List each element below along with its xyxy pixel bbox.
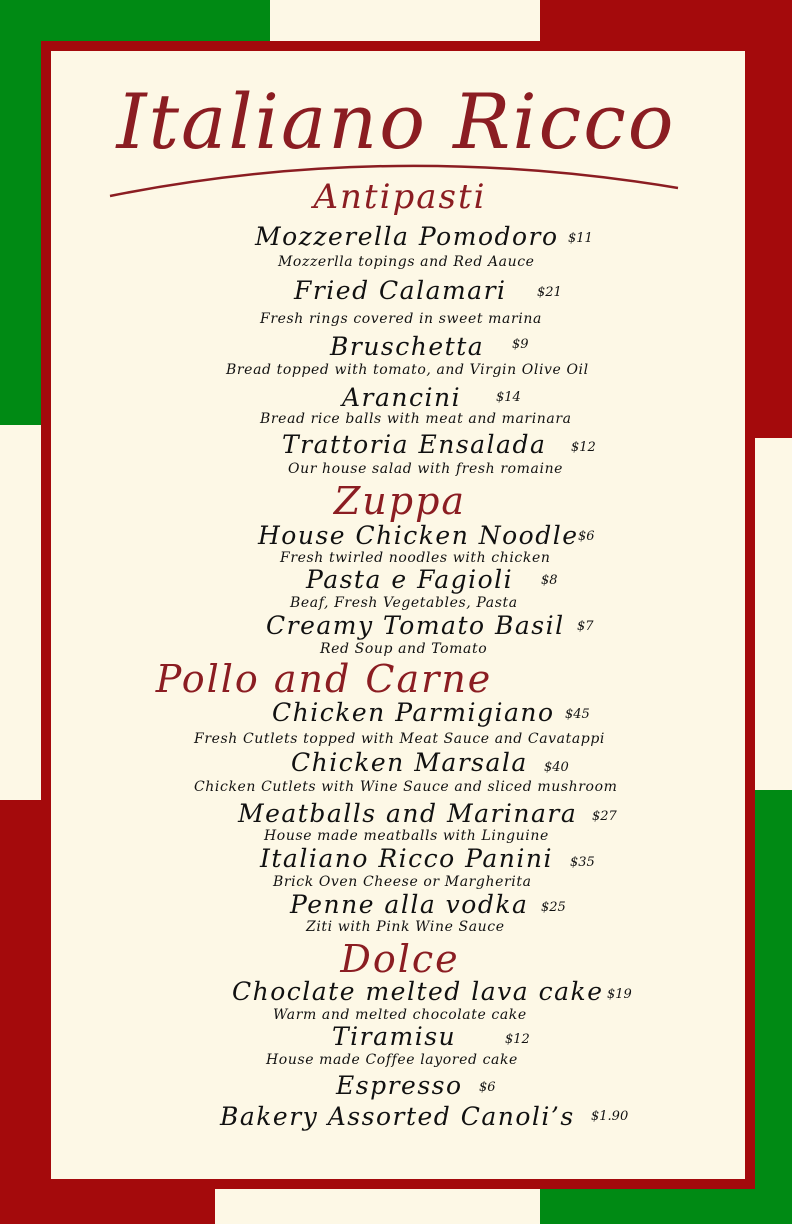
menu-item-name: Creamy Tomato Basil [266,611,565,640]
menu-item-price: $21 [537,285,562,300]
menu-item-description: Brick Oven Cheese or Margherita [273,874,532,890]
menu-item-price: $9 [512,337,529,352]
menu-item-name: Arancini [342,383,462,412]
menu-item-name: Pasta e Fagioli [306,565,514,594]
menu-item-price: $1.90 [591,1109,629,1124]
menu-item-price: $12 [505,1032,530,1047]
menu-item-price: $25 [541,900,566,915]
menu-item-description: Bread rice balls with meat and marinara [260,411,572,427]
menu-item-description: Ziti with Pink Wine Sauce [306,919,505,935]
menu-item-name: Penne alla vodka [290,890,529,919]
menu-title: Italiano Ricco [116,77,676,166]
menu-item-price: $14 [496,390,521,405]
menu-item-description: Warm and melted chocolate cake [273,1007,527,1023]
menu-item-description: Beaf, Fresh Vegetables, Pasta [290,595,518,611]
menu-item-description: Red Soup and Tomato [320,641,488,657]
menu-item-description: Fresh rings covered in sweet marina [260,311,542,327]
menu-item-description: Fresh Cutlets topped with Meat Sauce and Cavatappi [194,731,605,747]
menu-item-description: House made meatballs with Linguine [264,828,549,844]
menu-item-name: House Chicken Noodle [258,521,579,550]
menu-item-description: House made Coffee layored cake [266,1052,518,1068]
section-heading-zuppa: Zuppa [333,479,467,523]
section-heading-pollo-and-carne: Pollo and Carne [155,657,493,701]
menu-item-name: Bruschetta [330,332,485,361]
menu-item-name: Bakery Assorted Canoli’s [220,1102,575,1131]
menu-item-name: Espresso [336,1071,463,1100]
menu-item-name: Fried Calamari [294,276,507,305]
menu-item-price: $45 [565,707,590,722]
menu-item-description: Chicken Cutlets with Wine Sauce and sliced mushroom [194,779,618,795]
menu-item-description: Bread topped with tomato, and Virgin Olive Oil [226,362,589,378]
menu-item-price: $11 [568,231,593,246]
menu-item-price: $35 [570,855,595,870]
menu-item-name: Tiramisu [332,1022,457,1051]
menu-item-price: $12 [571,440,596,455]
menu-item-name: Mozzerella Pomodoro [255,222,559,251]
menu-item-description: Mozzerlla topings and Red Aauce [278,254,535,270]
section-heading-antipasti: Antipasti [313,177,487,217]
menu-item-price: $6 [479,1080,496,1095]
menu-item-name: Meatballs and Marinara [238,799,578,828]
menu-item-price: $40 [544,760,569,775]
menu-item-name: Italiano Ricco Panini [260,844,553,873]
menu-item-description: Our house salad with fresh romaine [288,461,564,477]
menu-item-name: Chicken Marsala [291,748,528,777]
menu-item-name: Choclate melted lava cake [232,977,604,1006]
menu-item-price: $7 [577,619,594,634]
menu-item-price: $8 [541,573,558,588]
section-heading-dolce: Dolce [340,937,460,981]
menu-item-price: $27 [592,809,617,824]
menu-item-name: Chicken Parmigiano [272,698,555,727]
menu-item-price: $19 [607,987,632,1002]
menu-item-name: Trattoria Ensalada [282,430,547,459]
menu-item-description: Fresh twirled noodles with chicken [280,550,551,566]
menu-item-price: $6 [578,529,595,544]
